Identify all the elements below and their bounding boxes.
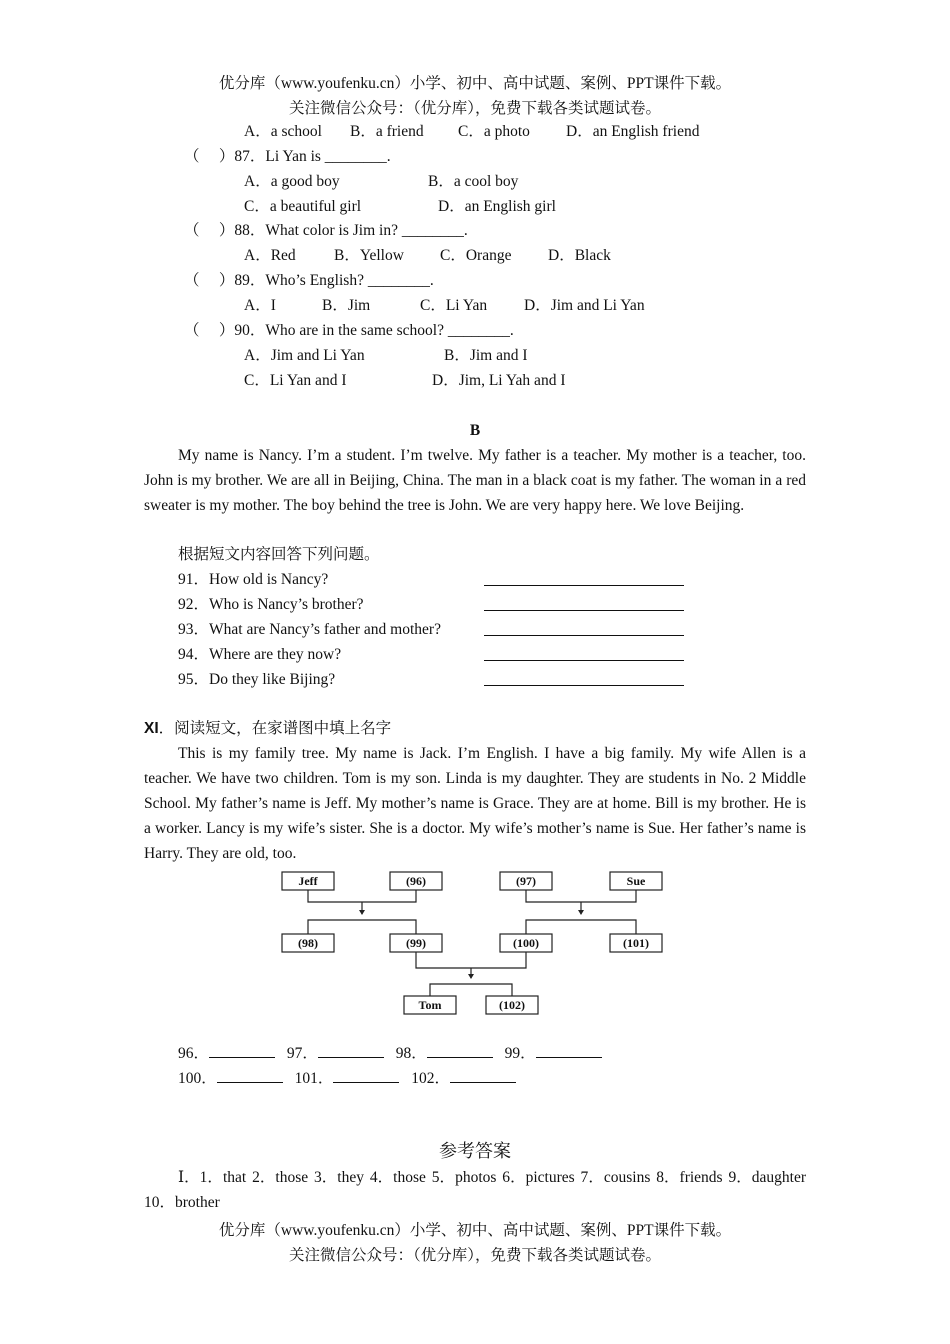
- tree-label-96: (96): [406, 874, 426, 888]
- q88-option-b: B．Yellow: [334, 247, 404, 264]
- answers-text: Ⅰ．1．that 2．those 3．they 4．those 5．photos 6．pictures 7．cousins 8．friends 9．daughter 10．brother: [144, 1169, 806, 1211]
- tree-label-jeff: Jeff: [298, 874, 318, 888]
- q90-option-a: A．Jim and Li Yan: [244, 347, 365, 364]
- q86-option-c: C．a photo: [458, 123, 530, 140]
- blank-98[interactable]: [427, 1043, 493, 1058]
- q90-option-b: B．Jim and I: [444, 347, 528, 364]
- tree-line-left-parents: [308, 890, 416, 902]
- footer-line-1: 优分库（www.youfenku.cn）小学、初中、高中试题、案例、PPT课件下载。: [218, 1222, 732, 1239]
- blank-label-98: 98．: [395, 1045, 427, 1062]
- blank-97[interactable]: [318, 1043, 384, 1058]
- question-94: 94．Where are they now?: [178, 646, 342, 663]
- q87-option-b: B．a cool boy: [428, 173, 519, 190]
- section-xi-title: ．阅读短文，在家谱图中填上名字: [158, 720, 392, 737]
- answer-blank-92[interactable]: [484, 610, 684, 611]
- tree-label-100: (100): [513, 936, 539, 950]
- tree-arrow-right: [578, 910, 584, 915]
- blank-label-99: 99．: [504, 1045, 536, 1062]
- q88-stem: （ ）88．What color is Jim in? ________.: [184, 222, 468, 239]
- q86-option-a: A．a school: [244, 123, 322, 140]
- q89-option-c: C．Li Yan: [420, 297, 488, 314]
- tree-label-98: (98): [298, 936, 318, 950]
- q89-stem: （ ）89．Who’s English? ________.: [184, 272, 434, 289]
- section-xi-heading: [144, 719, 391, 739]
- tree-label-tom: Tom: [418, 998, 442, 1012]
- q89-option-d: D．Jim and Li Yan: [524, 297, 645, 314]
- blank-label-102: 102．: [411, 1070, 451, 1087]
- tree-label-99: (99): [406, 936, 426, 950]
- q90-option-c: C．Li Yan and I: [244, 372, 347, 389]
- answer-blank-94[interactable]: [484, 660, 684, 661]
- section-xi-label: XI: [144, 720, 159, 737]
- q86-option-b: B．a friend: [350, 123, 424, 140]
- q87-stem: （ ）87．Li Yan is ________.: [184, 148, 391, 165]
- q87-option-a: A．a good boy: [244, 173, 340, 190]
- q88-option-c: C．Orange: [440, 247, 512, 264]
- blank-102[interactable]: [450, 1068, 516, 1083]
- q87-option-d: D．an English girl: [438, 198, 556, 215]
- question-95: 95．Do they like Bijing?: [178, 671, 336, 688]
- question-93: 93．What are Nancy’s father and mother?: [178, 621, 441, 638]
- tree-blanks-row-1: [178, 1043, 610, 1064]
- blank-100[interactable]: [217, 1068, 283, 1083]
- blank-label-97: 97．: [286, 1045, 318, 1062]
- q90-option-d: D．Jim, Li Yah and I: [432, 372, 566, 389]
- blank-99[interactable]: [536, 1043, 602, 1058]
- section-b-passage: My name is Nancy. I’m a student. I’m twelve. My father is a teacher. My mother is a teacher, too. John is my brother. We are all in Beijing, China. The man in a black coat is my father. The woman in a red sweater is my mother. The boy behind the tree is John. We are very happy here. We love Beijing.: [144, 447, 806, 514]
- tree-line-couple: [416, 952, 526, 968]
- blank-label-100: 100．: [178, 1070, 217, 1087]
- tree-arrow-left: [359, 910, 365, 915]
- q89-option-b: B．Jim: [322, 297, 371, 314]
- blank-96[interactable]: [209, 1043, 275, 1058]
- tree-line-right-children: [526, 920, 636, 934]
- header-line-2: 关注微信公众号：（优分库），免费下载各类试题试卷。: [288, 100, 661, 117]
- tree-label-101: (101): [623, 936, 649, 950]
- footer-line-2: 关注微信公众号：（优分库），免费下载各类试题试卷。: [288, 1247, 661, 1264]
- section-b-instruction: 根据短文内容回答下列问题。: [178, 546, 380, 563]
- blank-label-101: 101．: [294, 1070, 334, 1087]
- q87-option-c: C．a beautiful girl: [244, 198, 362, 215]
- header-line-1: 优分库（www.youfenku.cn）小学、初中、高中试题、案例、PPT课件下载。: [218, 75, 732, 92]
- q90-stem: （ ）90．Who are in the same school? ________.: [184, 322, 514, 339]
- family-tree-diagram: [270, 864, 680, 1024]
- question-91: 91．How old is Nancy?: [178, 571, 329, 588]
- tree-label-97: (97): [516, 874, 536, 888]
- blank-101[interactable]: [333, 1068, 399, 1083]
- question-92: 92．Who is Nancy’s brother?: [178, 596, 364, 613]
- tree-blanks-row-2: [178, 1068, 524, 1089]
- answers-title: 参考答案: [439, 1141, 511, 1161]
- answer-blank-93[interactable]: [484, 635, 684, 636]
- tree-line-left-children: [308, 920, 416, 934]
- blank-label-96: 96．: [178, 1045, 210, 1062]
- answer-blank-95[interactable]: [484, 685, 684, 686]
- tree-line-right-parents: [526, 890, 636, 902]
- tree-label-102: (102): [499, 998, 525, 1012]
- q88-option-d: D．Black: [548, 247, 611, 264]
- section-b-title: B: [469, 422, 481, 439]
- q88-option-a: A．Red: [244, 247, 296, 264]
- tree-arrow-bottom: [468, 974, 474, 979]
- tree-label-sue: Sue: [626, 874, 646, 888]
- q89-option-a: A．I: [244, 297, 276, 314]
- section-xi-passage: This is my family tree. My name is Jack. I’m English. I have a big family. My wife Allen is a teacher. We have two children. Tom is my son. Linda is my daughter. They are students in No. 2 Middle School. My father’s name is Jeff. My mother’s name is Grace. They are at home. Bill is my brother. He is a worker. Lancy is my wife’s sister. She is a doctor. My wife’s mother’s name is Sue. Her father’s name is Harry. They are old, too.: [144, 745, 806, 862]
- tree-line-kids: [430, 984, 512, 996]
- answer-blank-91[interactable]: [484, 585, 684, 586]
- q86-option-d: D．an English friend: [566, 123, 700, 140]
